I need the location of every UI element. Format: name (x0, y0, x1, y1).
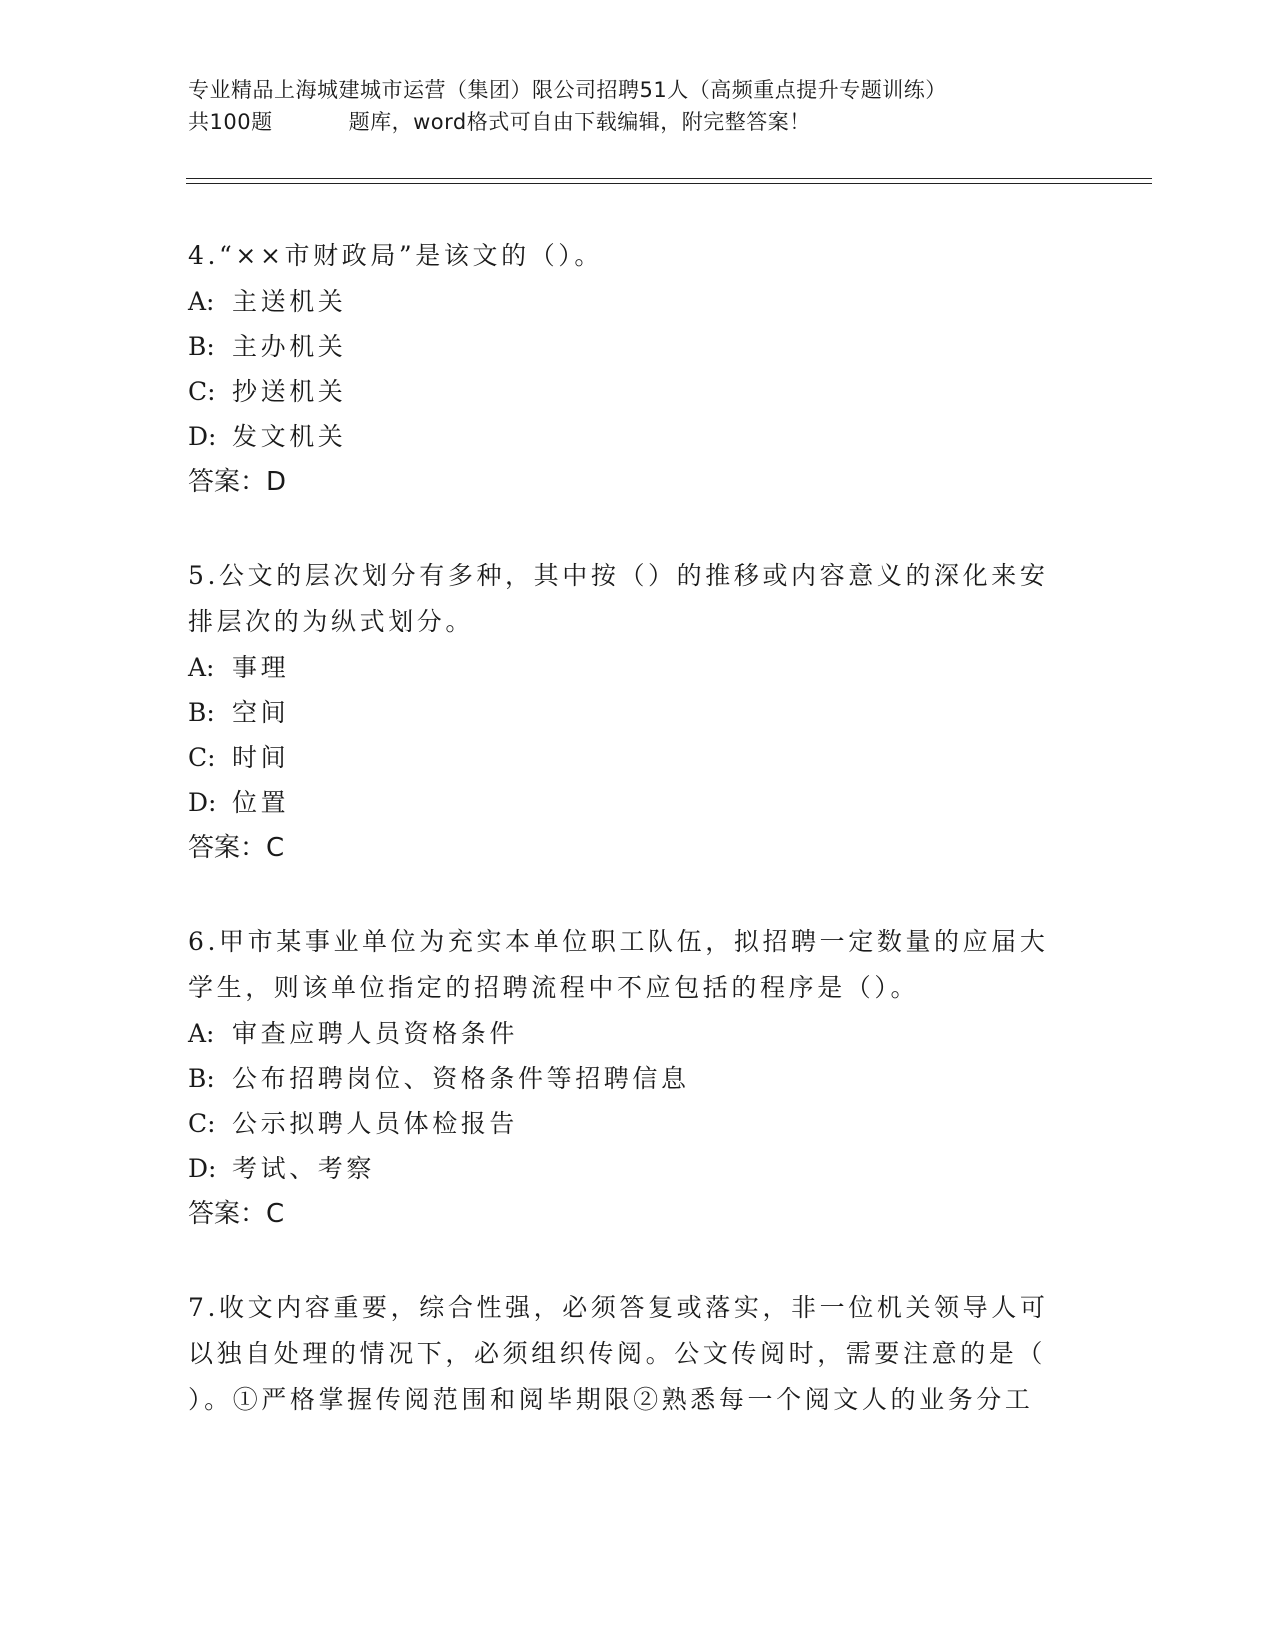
question-text-line: 5.公文的层次划分有多种，其中按（）的推移或内容意义的深化来安 (188, 561, 1049, 590)
question-spacer (188, 871, 1068, 919)
option-letter: C: (188, 377, 216, 406)
option-letter: A: (188, 287, 215, 316)
option-text: 考试、考察 (232, 1154, 376, 1183)
answer-key: 答案：D (188, 467, 287, 497)
answer-option (188, 1056, 1068, 1101)
option-text: 审查应聘人员资格条件 (232, 1019, 519, 1048)
answer-option (188, 324, 1068, 369)
answer-option (188, 1101, 1068, 1146)
option-letter: D: (188, 788, 217, 817)
option-text: 主送机关 (232, 287, 347, 316)
option-text: 位置 (232, 788, 290, 817)
option-text: 主办机关 (232, 332, 347, 361)
question-text-line: 排层次的为纵式划分。 (188, 607, 475, 636)
option-letter: D: (188, 1154, 217, 1183)
option-letter: A: (188, 1019, 215, 1048)
option-letter: C: (188, 1109, 216, 1138)
question-list (188, 233, 1068, 1423)
answer-option (188, 1011, 1068, 1056)
header-rule-bottom (186, 183, 1152, 184)
header-rule-top (186, 178, 1152, 179)
option-letter: B: (188, 332, 215, 361)
question-text-line: ）。①严格掌握传阅范围和阅毕期限②熟悉每一个阅文人的业务分工 (188, 1385, 1034, 1414)
header-count: 共100题 (188, 110, 273, 134)
header-subtitle (188, 106, 1068, 138)
question-text-line: 7.收文内容重要，综合性强，必须答复或落实，非一位机关领导人可 (188, 1293, 1049, 1322)
option-text: 抄送机关 (232, 377, 347, 406)
question-block (188, 233, 1068, 505)
option-text: 发文机关 (232, 422, 347, 451)
option-letter: D: (188, 422, 217, 451)
answer-option (188, 735, 1068, 780)
question-text-line: 学生，则该单位指定的招聘流程中不应包括的程序是（）。 (188, 973, 920, 1002)
option-text: 空间 (232, 698, 290, 727)
answer-option (188, 1146, 1068, 1191)
option-text: 事理 (232, 653, 290, 682)
answer-option (188, 279, 1068, 324)
header-note: 题库，word格式可自由下载编辑，附完整答案！ (348, 110, 811, 134)
question-spacer (188, 505, 1068, 553)
page-header (188, 74, 1068, 138)
answer-key: 答案：C (188, 1199, 285, 1229)
question-text-line: 4.“××市财政局”是该文的（）。 (188, 241, 604, 270)
option-letter: B: (188, 698, 215, 727)
answer-option (188, 369, 1068, 414)
question-text-line: 以独自处理的情况下，必须组织传阅。公文传阅时，需要注意的是（ (188, 1339, 1047, 1368)
option-text: 时间 (232, 743, 290, 772)
answer-option (188, 414, 1068, 459)
answer-option (188, 780, 1068, 825)
option-letter: C: (188, 743, 216, 772)
answer-option (188, 645, 1068, 690)
question-block (188, 553, 1068, 871)
question-block (188, 919, 1068, 1237)
header-title: 专业精品上海城建城市运营（集团）限公司招聘51人（高频重点提升专题训练） (188, 78, 947, 102)
question-text-line: 6.甲市某事业单位为充实本单位职工队伍，拟招聘一定数量的应届大 (188, 927, 1049, 956)
option-text: 公示拟聘人员体检报告 (232, 1109, 519, 1138)
answer-option (188, 690, 1068, 735)
question-spacer (188, 1237, 1068, 1285)
answer-key: 答案：C (188, 833, 285, 863)
option-text: 公布招聘岗位、资格条件等招聘信息 (232, 1064, 690, 1093)
option-letter: A: (188, 653, 215, 682)
option-letter: B: (188, 1064, 215, 1093)
question-block (188, 1285, 1068, 1423)
